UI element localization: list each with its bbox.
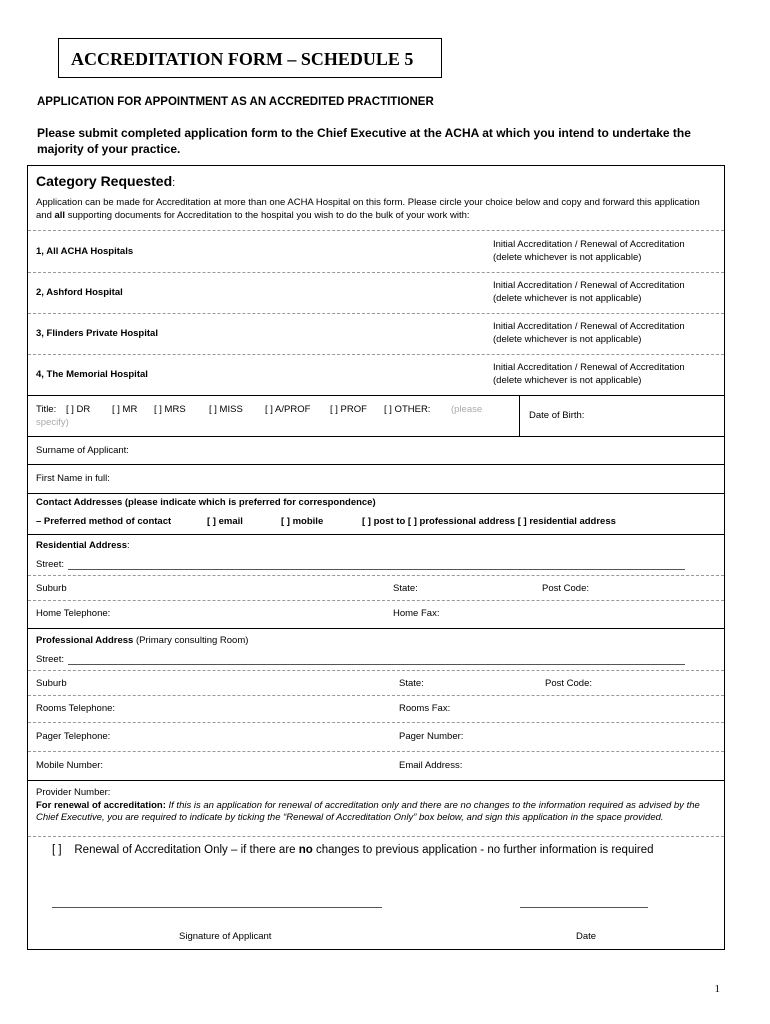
section-border bbox=[28, 628, 724, 629]
divider bbox=[28, 670, 724, 671]
title-option-mr[interactable]: [ ] MR bbox=[112, 404, 138, 415]
date-line[interactable] bbox=[520, 907, 648, 908]
home-telephone-label: Home Telephone: bbox=[36, 608, 111, 619]
professional-suburb-label: Suburb bbox=[36, 678, 67, 689]
date-of-birth-label: Date of Birth: bbox=[529, 410, 585, 421]
application-form bbox=[27, 165, 725, 950]
title-option-miss[interactable]: [ ] MISS bbox=[209, 404, 243, 415]
category-description: Application can be made for Accreditation at more than one ACHA Hospital on this form. Please circle your choice below and copy and forward this application and all supporting documents for Accreditation to the hospital you wish to do the bulk of your work with: bbox=[36, 197, 700, 221]
preferred-method-label: – Preferred method of contact bbox=[36, 516, 172, 527]
form-subtitle: APPLICATION FOR APPOINTMENT AS AN ACCREDITED PRACTITIONER bbox=[37, 96, 434, 108]
section-border bbox=[28, 493, 724, 494]
specify-hint: specify) bbox=[36, 417, 69, 428]
residential-suburb-label: Suburb bbox=[36, 583, 67, 594]
rooms-telephone-label: Rooms Telephone: bbox=[36, 703, 116, 714]
rooms-fax-label: Rooms Fax: bbox=[399, 703, 451, 714]
renewal-instructions: For renewal of accreditation: If this is an application for renewal of accreditation only and there are no changes to the information required as advised by the Chief Executive, you are required to indicate by ticking the “Renewal of Accreditation Only” box below, and sign this application in the space provided. bbox=[36, 800, 700, 823]
renewal-only-row: [ ] Renewal of Accreditation Only – if there are no changes to previous application - no further information is required bbox=[52, 844, 654, 856]
hospital-flinders[interactable]: 3, Flinders Private Hospital bbox=[36, 328, 158, 339]
section-border bbox=[28, 464, 724, 465]
residential-postcode-label: Post Code: bbox=[542, 583, 589, 594]
provider-number-label: Provider Number: bbox=[36, 787, 111, 798]
section-border bbox=[28, 534, 724, 535]
hospital-memorial[interactable]: 4, The Memorial Hospital bbox=[36, 369, 148, 380]
contact-email-option[interactable]: [ ] email bbox=[207, 516, 243, 527]
title-option-dr[interactable]: [ ] DR bbox=[66, 404, 91, 415]
section-border bbox=[28, 395, 724, 396]
form-title: ACCREDITATION FORM – SCHEDULE 5 bbox=[71, 49, 414, 69]
hospital-all-acha-option[interactable]: Initial Accreditation / Renewal of Accreditation (delete whichever is not applicable) bbox=[493, 239, 685, 263]
pager-telephone-label: Pager Telephone: bbox=[36, 731, 111, 742]
category-heading: Category Requested: bbox=[36, 173, 176, 189]
divider bbox=[28, 575, 724, 576]
home-fax-label: Home Fax: bbox=[393, 608, 440, 619]
email-address-label: Email Address: bbox=[399, 760, 463, 771]
title-label: Title: bbox=[36, 404, 57, 415]
title-option-prof[interactable]: [ ] PROF bbox=[330, 404, 367, 415]
date-label: Date bbox=[576, 931, 597, 942]
hospital-ashford-option[interactable]: Initial Accreditation / Renewal of Accreditation (delete whichever is not applicable) bbox=[493, 280, 685, 304]
divider bbox=[28, 272, 724, 273]
please-hint: (please bbox=[451, 404, 483, 415]
dob-divider bbox=[519, 395, 520, 436]
first-name-label: First Name in full: bbox=[36, 473, 110, 484]
contact-mobile-option[interactable]: [ ] mobile bbox=[281, 516, 324, 527]
hospital-flinders-option[interactable]: Initial Accreditation / Renewal of Accreditation (delete whichever is not applicable) bbox=[493, 321, 685, 345]
hospital-memorial-option[interactable]: Initial Accreditation / Renewal of Accreditation (delete whichever is not applicable) bbox=[493, 362, 685, 386]
divider bbox=[28, 695, 724, 696]
divider bbox=[28, 722, 724, 723]
signature-label: Signature of Applicant bbox=[179, 931, 272, 942]
professional-postcode-label: Post Code: bbox=[545, 678, 592, 689]
title-option-other[interactable]: [ ] OTHER: bbox=[384, 404, 431, 415]
submission-instruction: Please submit completed application form to the Chief Executive at the ACHA at which you intend to undertake the majority of your practice. bbox=[37, 126, 691, 156]
signature-line[interactable] bbox=[52, 907, 382, 908]
divider bbox=[28, 600, 724, 601]
title-option-mrs[interactable]: [ ] MRS bbox=[154, 404, 186, 415]
divider bbox=[28, 751, 724, 752]
professional-state-label: State: bbox=[399, 678, 424, 689]
residential-street-line[interactable] bbox=[68, 569, 685, 570]
professional-street-label: Street: bbox=[36, 654, 64, 665]
mobile-number-label: Mobile Number: bbox=[36, 760, 104, 771]
residential-address-heading: Residential Address: bbox=[36, 540, 130, 551]
renewal-only-checkbox[interactable]: [ ] bbox=[52, 844, 62, 856]
professional-street-line[interactable] bbox=[68, 664, 685, 665]
pager-number-label: Pager Number: bbox=[399, 731, 464, 742]
hospital-ashford[interactable]: 2, Ashford Hospital bbox=[36, 287, 123, 298]
contact-post-option[interactable]: [ ] post to [ ] professional address [ ] residential address bbox=[362, 516, 616, 527]
surname-label: Surname of Applicant: bbox=[36, 445, 129, 456]
divider bbox=[28, 313, 724, 314]
page-number: 1 bbox=[714, 983, 720, 995]
residential-street-label: Street: bbox=[36, 559, 64, 570]
section-border bbox=[28, 780, 724, 781]
contact-addresses-heading: Contact Addresses (please indicate which is preferred for correspondence) bbox=[36, 497, 376, 508]
hospital-all-acha[interactable]: 1, All ACHA Hospitals bbox=[36, 246, 134, 257]
title-option-aprof[interactable]: [ ] A/PROF bbox=[265, 404, 311, 415]
divider bbox=[28, 230, 724, 231]
section-border bbox=[28, 436, 724, 437]
residential-state-label: State: bbox=[393, 583, 418, 594]
divider bbox=[28, 836, 724, 837]
divider bbox=[28, 354, 724, 355]
title-box bbox=[58, 38, 442, 78]
professional-address-heading: Professional Address (Primary consulting Room) bbox=[36, 635, 249, 646]
